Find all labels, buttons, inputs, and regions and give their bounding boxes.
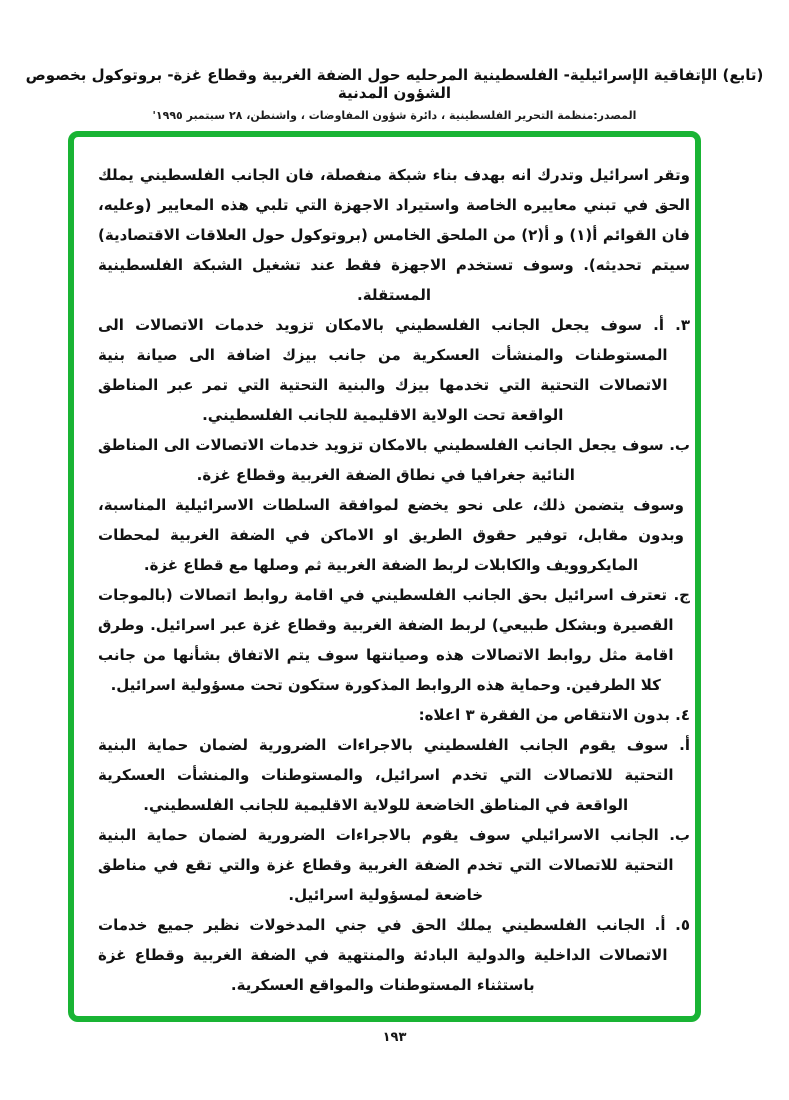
paragraph-item-3a: ٣. أ. سوف يجعل الجانب الفلسطيني بالامكان تزويد خدمات الاتصالات الى المستوطنات والمنشأت العسكرية من جانب بيزك اضافة الى صيانة بنية الاتصالات التحتية التي تخدمها بيزك والبنية التحتية التي تمر عبر المناطق الواقعة تحت الولاية الاقليمية للجانب الفلسطيني. (98, 316, 690, 424)
paragraph-item-4-heading: ٤. بدون الانتقاص من الفقرة ٣ اعلاه: (418, 706, 690, 724)
document-header (0, 66, 789, 122)
page-number: ١٩٣ (382, 1030, 407, 1045)
paragraph-item-4a: أ. سوف يقوم الجانب الفلسطيني بالاجراءات الضرورية لضمان حماية البنية التحتية للاتصالات التي تخدم اسرائيل، والمستوطنات والمنشأت العسكرية الواقعة في المناطق الخاضعة للولاية الاقليمية للجانب الفلسطيني. (98, 736, 690, 814)
source-line: المصدر:منظمة التحرير الفلسطينية ، دائرة شؤون المفاوضات ، واشنطن، ٢٨ سبتمبر ١٩٩٥' (152, 109, 637, 122)
paragraph-item-3b: ب. سوف يجعل الجانب الفلسطيني بالامكان تزويد خدمات الاتصالات الى المناطق النائية جغرافيا في نطاق الضفة الغربية وقطاع غزة. (98, 436, 690, 484)
document-body (98, 160, 690, 1000)
paragraph-intro: وتقر اسرائيل وتدرك انه بهدف بناء شبكة منفصلة، فان الجانب الفلسطيني يملك الحق في تبني معاييره الخاصة واستيراد الاجهزة التي تلبي هذه المعايير (وعليه، فان القوائم أ(١) و أ(٢) من الملحق الخامس (بروتوكول حول العلاقات الاقتصادية) سيتم تحديثه). وسوف تستخدم الاجهزة فقط عند تشغيل الشبكة الفلسطينية المستقلة. (98, 166, 690, 304)
paragraph-item-4b: ب. الجانب الاسرائيلي سوف يقوم بالاجراءات الضرورية لضمان حماية البنية التحتية للاتصالات التي تخدم الضفة الغربية وقطاع غزة والتي تقع في مناطق خاضعة لمسؤولية اسرائيل. (98, 826, 690, 904)
page-title: (تابع) الإتفاقية الإسرائيلية- الفلسطينية المرحليه حول الضفة الغربية وقطاع غزة- بروتوكول بخصوص الشؤون المدنية (25, 66, 764, 102)
paragraph-item-5a: ٥. أ. الجانب الفلسطيني يملك الحق في جني المدخولات نظير جميع خدمات الاتصالات الداخلية والدولية البادئة والمنتهية في الضفة الغربية وقطاع غزة باستثناء المستوطنات والمواقع العسكرية. (98, 916, 690, 994)
paragraph-item-3c: ج. تعترف اسرائيل بحق الجانب الفلسطيني في اقامة روابط اتصالات (بالموجات القصيرة وبشكل طبيعي) لربط الضفة الغربية وقطاع غزة عبر اسرائيل. وطرق اقامة مثل روابط الاتصالات هذه وصيانتها سوف يتم الاتفاق بشأنها من جانب كلا الطرفين. وحماية هذه الروابط المذكورة ستكون تحت مسؤولية اسرائيل. (98, 586, 690, 694)
paragraph-item-3b-continuation: وسوف يتضمن ذلك، على نحو يخضع لموافقة السلطات الاسرائيلية المناسبة، وبدون مقابل، توفير حقوق الطريق او الاماكن في الضفة الغربية لمحطات المايكروويف والكابلات لربط الضفة الغربية ثم وصلها مع قطاع غزة. (98, 496, 684, 574)
